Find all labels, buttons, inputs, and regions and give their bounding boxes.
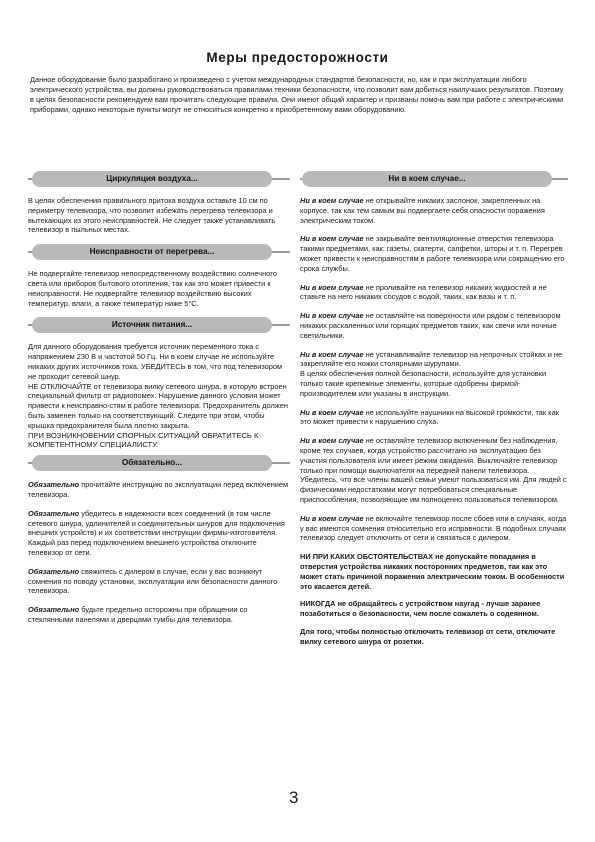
never-item [300, 436, 568, 505]
section-header-never [300, 171, 568, 187]
page-number: 3 [289, 788, 299, 807]
never-lead: Ни в коем случае [300, 349, 364, 359]
warning-lead: НИКОГДА [300, 599, 336, 609]
never-item-text: не закрывайте вентиляционные отверстия телевизора такими предметами, как: газеты, скатерти, салфетки, шторы и т. п. Перегрев может привести к неисправностям в работе телевизора или сокращению его срока службы. [300, 234, 565, 273]
never-item [300, 283, 568, 303]
warning-lead: НИ ПРИ КАКИХ ОБСТОЯТЕЛЬСТВАХ [300, 552, 434, 562]
never-item [300, 311, 568, 340]
section-title-air: Циркуляция воздуха... [32, 171, 272, 187]
mandatory-lead: Обязательно [28, 605, 80, 615]
intro-paragraph: Данное оборудование было разработано и произведено с учетом международных стандартов безопасности, но, как и при эксплуатации любого электрического устройства, вы должны руководствоваться правилами техники безопасности, что позволит вам добиться наилучших результатов. Поэтому в целях безопасности рекомендуем вам прочитать следующие правила. Они имеют общий характер и призваны помочь вам при работе с электрическими приборами, однако некоторые пункты могут не относиться конкретно к приобретенному вами оборудованию. [30, 75, 564, 114]
section-title-mandatory: Обязательно... [32, 455, 272, 471]
never-item-text: не оставляйте на поверхности или рядом с телевизором никаких раскаленных или горящих предметов таких, как свечи или ночные светильники. [300, 311, 561, 340]
never-item-text: не устанавливайте телевизор на непрочных стойках и не закрепляйте его ножки столярными шурупами. [300, 349, 563, 369]
never-item [300, 234, 568, 273]
never-item-text: не проливайте на телевизор никаких жидкостей и не ставьте на него никаких сосудов с водой, таких, как вазы и т. п. [300, 282, 547, 302]
never-lead: Ни в коем случае [300, 407, 364, 417]
never-lead: Ни в коем случае [300, 513, 364, 523]
mandatory-item-text: убедитесь в надежности всех соединений (в том числе сетевого шнура, удлинителей и соединительных шнуров для подключения внешних устройств) и их соответствии инструкции фирмы-изготовителя. Каждый раз перед подключением внешнего устройства отключите телевизор от сети. [28, 508, 285, 557]
mandatory-item-text: прочитайте инструкцию по эксплуатации перед включением телевизора. [28, 480, 289, 499]
page-title: Меры предосторожности [206, 50, 389, 65]
mandatory-lead: Обязательно [28, 566, 80, 576]
section-header-mandatory [28, 455, 290, 471]
never-lead: Ни в коем случае [300, 436, 364, 446]
mandatory-item [28, 605, 290, 625]
left-column [28, 171, 290, 634]
mandatory-lead: Обязательно [28, 508, 80, 518]
warning-foreign-objects [300, 552, 568, 591]
section-header-power [28, 317, 290, 333]
mandatory-item [28, 480, 290, 500]
never-item-text: не включайте телевизор после сбоев или в случаях, когда у вас имеются сомнения относительно его исправности. В подобных случаях телевизор следует отключить от сети и связаться с дилером. [300, 513, 567, 543]
never-item-text: не открывайте никаких заслонок, закрепленных на корпусе, так как тем самым вы подвергаете себя опасности поражения электрическим током. [300, 196, 545, 225]
mandatory-item-text: свяжитесь с дилером в случае, если у вас возникнут сомнения по поводу установки, эксплуатации или безопасности данного телевизора. [28, 566, 278, 596]
never-lead: Ни в коем случае [300, 311, 364, 321]
mounting-note: В целях обеспечения полной безопасности, используйте для установки только такие крепежные элементы, которые одобрены фирмой-производителем или указаны в инструкции. [300, 369, 547, 398]
section-title-overheat: Неисправности от перегрева... [32, 244, 272, 260]
mandatory-item [28, 567, 290, 596]
mandatory-item-text: будьте предельно осторожны при обращении со стеклянными панелями и дверцами тумбы для телевизора. [28, 605, 248, 624]
never-item [300, 408, 568, 428]
warning-unplug: Для того, чтобы полностью отключить телевизор от сети, отключите вилку сетевого шнура от розетки. [300, 626, 556, 646]
never-lead: Ни в коем случае [300, 282, 364, 292]
mandatory-item [28, 509, 290, 558]
section-title-power: Источник питания... [32, 317, 272, 333]
section-header-overheat [28, 244, 290, 260]
mandatory-lead: Обязательно [28, 480, 80, 490]
never-lead: Ни в коем случае [300, 234, 364, 244]
right-column [300, 171, 568, 655]
warning-text: не допускайте попадания в отверстия устройства никаких посторонних предметов, так как это может стать причиной поражения электрическим током. В особенности это касается детей. [300, 552, 565, 591]
section-title-never: Ни в коем случае... [302, 171, 552, 187]
never-item [300, 350, 568, 370]
overheat-text: Не подвергайте телевизор непосредственному воздействию солнечного света или приборов бытового отопления, так как это может привести к неисправности. Не подвергайте телевизор воздействию высоких температур, влаги, а также температур ниже 5°С. [28, 269, 277, 308]
air-text: В целях обеспечения правильного притока воздуха оставьте 10 см по периметру телевизора, что позволит избежать перегрева телевизора и вытекающих из этого неисправностей. Не следует также устанавливать телевизор в пыльных местах. [28, 196, 276, 235]
power-text-1: Для данного оборудования требуется источник переменного тока с напряжением 230 В и частотой 50 Гц. Ни в коем случае не используйте никаких других источников тока. УБЕДИТЕСЬ в том, что под телевизором не проходит сетевой шнур. [28, 342, 283, 381]
power-text-3: ПРИ ВОЗНИКНОВЕНИИ СПОРНЫХ СИТУАЦИЙ ОБРАТИТЕСЬ К КОМПЕТЕНТНОМУ СПЕЦИАЛИСТУ. [28, 430, 259, 450]
warning-never [300, 599, 568, 619]
never-item [300, 196, 568, 225]
power-text-2: НЕ ОТКЛЮЧАЙТЕ от телевизора вилку сетевого шнура, в которую встроен специальный фильтр от радиопомех. Нарушение данного условия может привести к неисправно-стям в работе телевизора. Предохранитель должен быть заменен только на соответствующий. Следите при этом, чтобы крышка предохранителя была плотно закрыта. [28, 381, 288, 430]
warning-text: не обращайтесь с устройством наугад - лучше заранее позаботиться о безопасности, чем после сожалеть о содеянном. [300, 599, 541, 619]
never-item-text: не используйте наушники на высокой громкости, так как это может привести к нарушению слуха. [300, 407, 559, 427]
never-lead: Ни в коем случае [300, 196, 364, 205]
never-item-text: не оставляйте телевизор включенным без наблюдения, кроме тех случаев, когда устройство рассчитано на эксплуатацию без участия пользователя или имеет режим ожидания. Выключайте телевизор только при помощи выключателя на передней панели телевизора. Убедитесь, что все члены вашей семьи умеют пользоваться им. Для людей с физическими недостатками могут потребоваться специальные приспособления, позволяющие им полноценно пользоваться телевизором. [300, 436, 567, 504]
section-header-air [28, 171, 290, 187]
never-item [300, 514, 568, 543]
